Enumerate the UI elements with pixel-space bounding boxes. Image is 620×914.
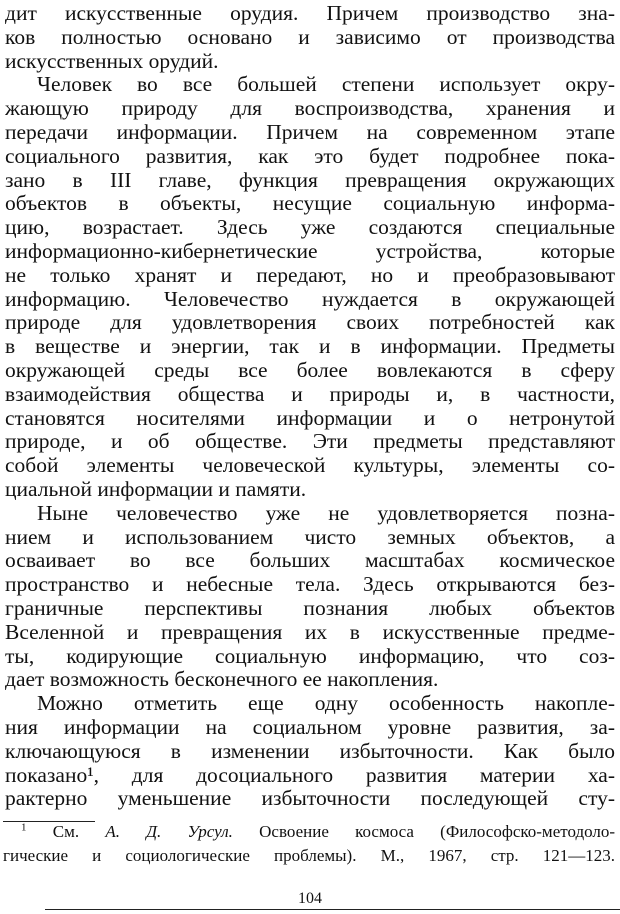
text-line: нием и использованием чисто земных объектов, а — [5, 525, 615, 549]
text-line: зано в III главе, функция превращения окружающих — [5, 168, 615, 192]
footnote-line — [3, 820, 615, 844]
text-line: природе для удовлетворения своих потребностей как — [5, 311, 615, 335]
text-line: ты, кодирующие социальную информацию, что соз- — [5, 644, 615, 668]
text-line: в веществе и энергии, так и в информации. Предметы — [5, 335, 615, 359]
footnote-prefix: См. — [52, 822, 80, 841]
paragraph — [5, 73, 615, 501]
text-line: рактерно уменьшение избыточности последующей сту- — [5, 787, 615, 811]
text-line: передачи информации. Причем на современном этапе — [5, 120, 615, 144]
text-line: ния информации на социальном уровне развития, за- — [5, 715, 615, 739]
text-line: становятся носителями информации и о нетронутой — [5, 406, 615, 430]
text-line: Человек во все большей степени использует окру- — [37, 73, 615, 97]
text-line: Вселенной и превращения их в искусственные предме- — [5, 620, 615, 644]
text-line: ключающуюся в изменении избыточности. Как было — [5, 739, 615, 763]
text-line: окружающей среды все более вовлекаются в сферу — [5, 358, 615, 382]
text-line: собой элементы человеческой культуры, элементы со- — [5, 454, 615, 478]
text-line: показано¹, для досоциального развития материи ха- — [5, 763, 615, 787]
footnote-line: гические и социологические проблемы). М., 1967, стр. 121—123. — [3, 846, 615, 865]
page-number: 104 — [298, 890, 322, 907]
text-line: искусственных орудий. — [5, 49, 219, 73]
text-line: взаимодействия общества и природы и, в частности, — [5, 382, 615, 406]
paragraph — [5, 692, 615, 811]
text-line: информационно-кибернетические устройства, которые — [5, 239, 615, 263]
footnote-marker: 1 — [21, 821, 27, 834]
text-line: осваивает во все больших масштабах космическое — [5, 549, 615, 573]
paragraph — [5, 2, 615, 73]
text-line: природе, и об обществе. Эти предметы представляют — [5, 430, 615, 454]
text-line: информацию. Человечество нуждается в окружающей — [5, 287, 615, 311]
text-line: Можно отметить еще одну особенность накопле- — [37, 692, 615, 716]
text-line: циальной информации и памяти. — [5, 477, 307, 501]
text-line: жающую природу для воспроизводства, хранения и — [5, 97, 615, 121]
text-line: не только хранят и передают, но и преобразовывают — [5, 263, 615, 287]
footnote-title: Освоение космоса (Философско-методоло- — [259, 822, 616, 841]
page-divider — [45, 909, 620, 910]
text-line: пространство и небесные тела. Здесь открываются без- — [5, 573, 615, 597]
paragraph — [5, 502, 615, 692]
text-line: Ныне человечество уже не удовлетворяется позна- — [37, 501, 615, 525]
text-line: дает возможность бесконечного ее накопления. — [5, 668, 439, 692]
text-line: ков полностью основано и зависимо от производства — [5, 25, 615, 49]
text-line: объектов в объекты, несущие социальную информа- — [5, 192, 615, 216]
footnote-author: А. Д. Урсул. — [105, 822, 233, 841]
text-line: дит искусственные орудия. Причем производство зна- — [5, 2, 615, 25]
body-text — [5, 2, 615, 811]
text-line: граничные перспективы познания любых объектов — [5, 596, 615, 620]
text-line: социального развития, как это будет подробнее пока- — [5, 144, 615, 168]
text-line: цию, возрастает. Здесь уже создаются специальные — [5, 216, 615, 240]
footnote — [3, 820, 615, 868]
